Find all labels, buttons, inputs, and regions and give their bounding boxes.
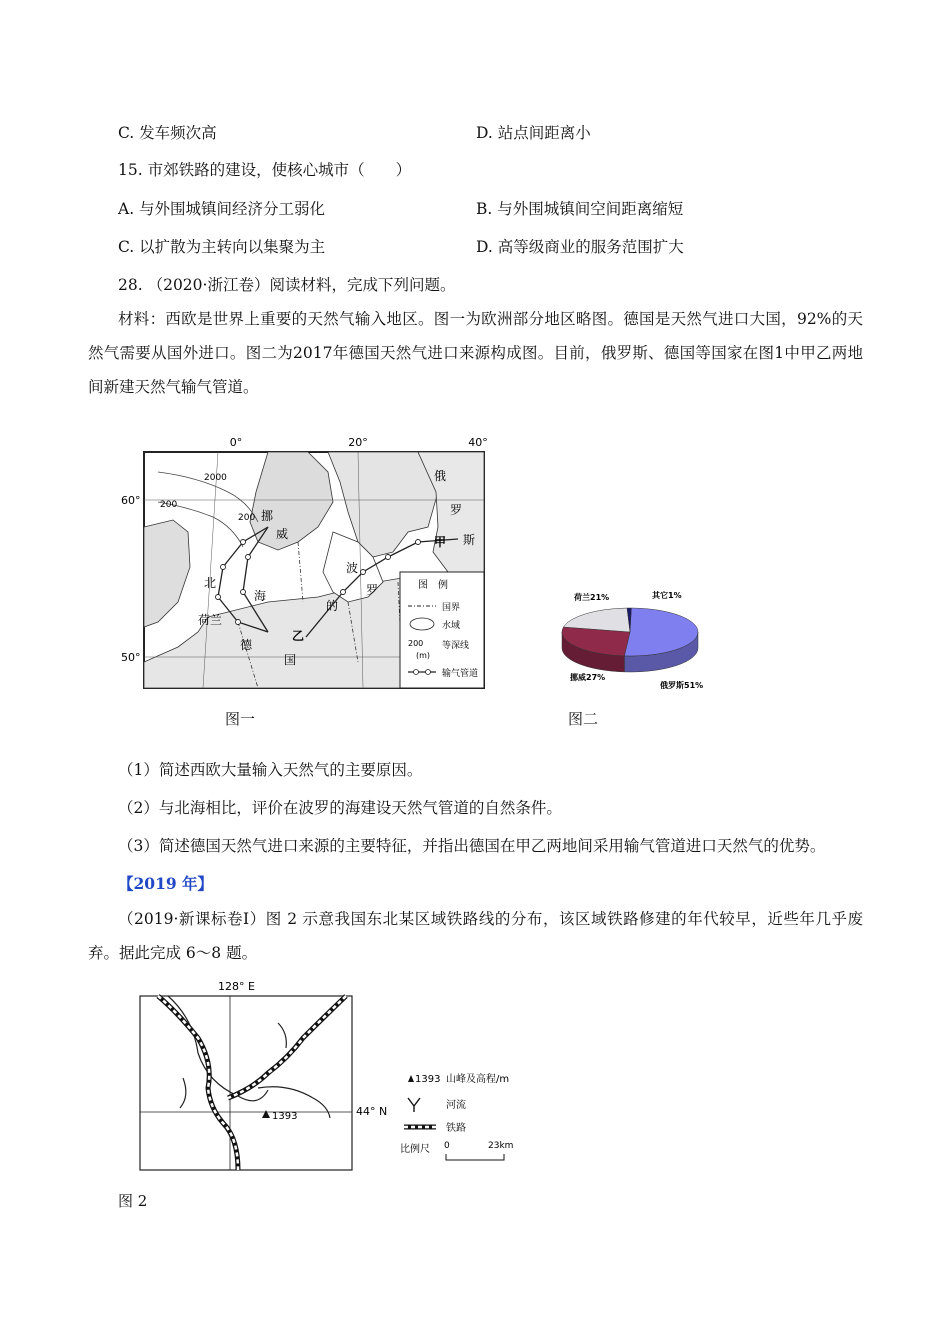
map1-lon-40: 40° bbox=[468, 436, 488, 449]
map1-yi: 乙 bbox=[292, 629, 305, 643]
q28-sub2: （2）与北海相比，评价在波罗的海建设天然气管道的自然条件。 bbox=[118, 799, 562, 817]
map1-luo: 罗 bbox=[366, 583, 379, 597]
railway-map-lon: 128° E bbox=[218, 980, 255, 993]
figure-2-caption: 图 2 bbox=[118, 1192, 148, 1210]
map1-germany-2: 国 bbox=[284, 653, 297, 667]
railway-map bbox=[138, 978, 528, 1174]
map1-legend-water: 水域 bbox=[442, 621, 461, 631]
map1-luo2: 罗 bbox=[450, 503, 463, 517]
pie-label-3: 其它1% bbox=[652, 591, 682, 600]
railway-legend-peak: 山峰及高程/m bbox=[446, 1074, 510, 1085]
europe-map bbox=[118, 432, 490, 692]
map1-netherlands: 荷兰 bbox=[198, 613, 223, 627]
q28-material: 材料：西欧是世界上重要的天然气输入地区。图一为欧洲部分地区略图。德国是天然气进口大国，92%的天然气需要从国外进口。图二为2017年德国天然气进口来源构成图。目前，俄罗斯、德国等国家在图1中甲乙两地间新建天然气输气管道。 bbox=[88, 310, 863, 396]
map1-legend-depth-unit: (m) bbox=[416, 651, 431, 660]
q28-header: 28. （2020·浙江卷）阅读材料，完成下列问题。 bbox=[118, 276, 456, 294]
map1-lon-20: 20° bbox=[348, 436, 368, 449]
map1-lat-50: 50° bbox=[121, 651, 141, 664]
q15-option-b: B. 与外围城镇间空间距离缩短 bbox=[476, 200, 684, 218]
map1-de: 的 bbox=[326, 599, 339, 613]
railway-map-peak: 1393 bbox=[272, 1111, 298, 1122]
map1-legend-pipe: 输气管道 bbox=[442, 669, 479, 679]
map1-lon-0: 0° bbox=[229, 436, 243, 449]
q15-option-a: A. 与外围城镇间经济分工弱化 bbox=[118, 200, 326, 218]
railway-scale-zero: 0 bbox=[444, 1141, 450, 1151]
germany-gas-pie-chart bbox=[540, 580, 720, 700]
pie-label-1: 挪威27% bbox=[570, 673, 606, 682]
q15-stem: 15. 市郊铁路的建设，使核心城市（ ） bbox=[118, 161, 412, 179]
map1-legend-depth-sample: 200 bbox=[408, 639, 424, 648]
railway-map-lat: 44° N bbox=[356, 1105, 388, 1118]
pie-label-0: 俄罗斯51% bbox=[660, 681, 704, 690]
pie-label-2: 荷兰21% bbox=[574, 593, 610, 602]
map1-si: 斯 bbox=[463, 533, 476, 547]
map1-norway-2: 威 bbox=[276, 527, 289, 541]
q14-option-c: C. 发车频次高 bbox=[118, 124, 217, 142]
map1-legend-border: 国界 bbox=[442, 603, 461, 613]
map1-north: 北 bbox=[204, 576, 217, 590]
railway-legend-rail: 铁路 bbox=[446, 1123, 466, 1134]
railway-legend-scale: 比例尺 bbox=[400, 1144, 430, 1155]
map1-depth-200a: 200 bbox=[160, 500, 178, 510]
y2019-intro: （2019·新课标卷Ⅰ）图 2 示意我国东北某区域铁路线的分布，该区域铁路修建的年代较早，近些年几乎废弃。据此完成 6～8 题。 bbox=[88, 910, 863, 962]
figure2-caption: 图二 bbox=[568, 710, 599, 728]
map1-bo: 波 bbox=[346, 561, 359, 575]
map1-depth-200b: 200 bbox=[238, 513, 256, 523]
q28-sub1: （1）简述西欧大量输入天然气的主要原因。 bbox=[118, 761, 423, 779]
map1-legend-title: 图 例 bbox=[418, 580, 448, 591]
q14-option-d: D. 站点间距离小 bbox=[476, 124, 591, 142]
map1-norway-1: 挪 bbox=[261, 509, 274, 523]
railway-scale-km: 23km bbox=[488, 1141, 514, 1151]
railway-legend-peak-sample: 1393 bbox=[415, 1074, 441, 1085]
figure1-caption: 图一 bbox=[225, 710, 256, 728]
q15-option-c: C. 以扩散为主转向以集聚为主 bbox=[118, 238, 326, 256]
map1-sea: 海 bbox=[254, 589, 267, 603]
year-2019-tag: 【2019 年】 bbox=[118, 874, 214, 893]
map1-germany-1: 德 bbox=[240, 638, 253, 652]
q15-option-d: D. 高等级商业的服务范围扩大 bbox=[476, 238, 684, 256]
map1-e: 俄 bbox=[434, 469, 447, 483]
map1-depth-2000: 2000 bbox=[204, 473, 227, 483]
map1-jia: 甲 bbox=[434, 535, 447, 549]
map1-lat-60: 60° bbox=[121, 494, 141, 507]
railway-legend-river: 河流 bbox=[446, 1100, 466, 1111]
map1-legend-depth: 等深线 bbox=[442, 641, 470, 651]
q28-sub3: （3）简述德国天然气进口来源的主要特征，并指出德国在甲乙两地间采用输气管道进口天然气的优势。 bbox=[118, 837, 826, 855]
